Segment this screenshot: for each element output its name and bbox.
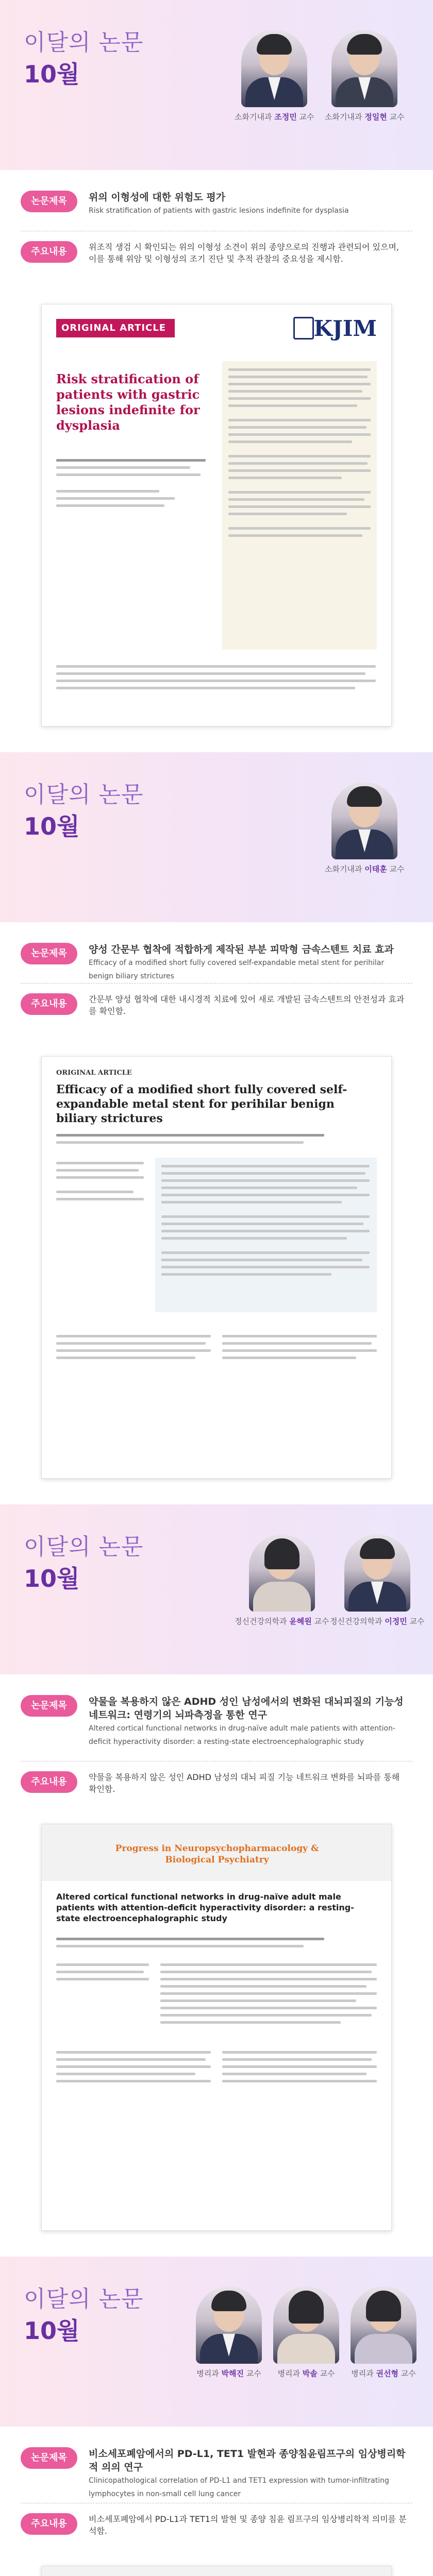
professor-photo xyxy=(331,30,397,107)
professor-card xyxy=(330,1534,424,1626)
hero-month: 10월 xyxy=(24,60,80,88)
paper-section-4 xyxy=(0,2257,433,2576)
journal-logo-icon xyxy=(293,317,314,340)
professor-card xyxy=(235,1534,329,1626)
professor-caption: 정신건강의학과 이정민 교수 xyxy=(330,1617,425,1626)
title-label: 논문제목 xyxy=(21,2447,77,2469)
professor-caption: 소화기내과 정일현 교수 xyxy=(325,112,405,122)
professor-card xyxy=(273,2286,339,2379)
article-headline: Efficacy of a modified short fully covered self-expandable metal stent for perihilar benign biliary strictures xyxy=(56,1083,347,1125)
paper-summary: 약물을 복용하지 않은 성인 ADHD 남성의 대뇌 피질 기능 네트워크 변화를 뇌파를 통해 확인함. xyxy=(89,1772,400,1794)
professor-caption: 소화기내과 조정민 교수 xyxy=(235,112,314,122)
professor-photo xyxy=(241,30,307,107)
title-row xyxy=(21,191,412,222)
paper-info xyxy=(0,2427,433,2576)
hero-banner xyxy=(0,0,433,170)
article-image xyxy=(41,1056,392,1479)
hero-banner xyxy=(0,752,433,922)
hero-title: 이달의 논문 xyxy=(24,29,144,56)
title-label: 논문제목 xyxy=(21,943,77,964)
article-image xyxy=(41,2566,392,2576)
professor-photo xyxy=(196,2286,262,2364)
professor-caption: 병리과 권선형 교수 xyxy=(351,2369,416,2378)
journal-name: Progress in Neuropsychopharmacology & Biological Psychiatry xyxy=(115,1843,319,1865)
paper-summary: 간문부 양성 협착에 대한 내시경적 치료에 있어 새로 개발된 금속스텐트의 안전성과 효과를 확인함. xyxy=(89,994,405,1016)
paper-title: 위의 이형성에 대한 위험도 평가 Risk stratification of patients with gastric lesions indefinite for dysplasia xyxy=(89,192,349,215)
professor-card xyxy=(196,2286,262,2379)
professor-caption: 소화기내과 이태훈 교수 xyxy=(325,865,405,874)
hero-title: 이달의 논문 xyxy=(24,782,144,808)
paper-title: 약물을 복용하지 않은 ADHD 성인 남성에서의 변화된 대뇌피질의 기능성 네트워크: 연령기의 뇌파측정을 통한 연구 Altered cortical functional networks in drug-naïve adult male patients with attention-deficit hyperactivity disorder: a resting-state electroencephalographic study xyxy=(89,1696,404,1746)
hero-title: 이달의 논문 xyxy=(24,1534,144,1560)
journal-logo: KJIM xyxy=(313,316,377,341)
professor-photo xyxy=(249,1534,315,1612)
paper-title: 양성 간문부 협착에 적합하게 제작된 부분 피막형 금속스텐트 치료 효과 Efficacy of a modified short fully covered self-expandable metal stent for perihilar benign biliary strictures xyxy=(89,944,394,980)
professor-card xyxy=(235,30,314,122)
paper-section-1 xyxy=(0,0,433,752)
hero-month: 10월 xyxy=(24,2317,80,2345)
content-row xyxy=(21,2513,412,2549)
paper-section-3 xyxy=(0,1504,433,2257)
professor-card xyxy=(351,2286,417,2379)
professor-photo xyxy=(331,782,397,859)
paper-section-2 xyxy=(0,752,433,1504)
professor-photo xyxy=(273,2286,339,2364)
article-label: ORIGINAL ARTICLE xyxy=(56,1069,132,1077)
content-row xyxy=(21,1771,412,1807)
professor-caption: 정신건강의학과 윤혜원 교수 xyxy=(235,1617,329,1626)
professor-card xyxy=(325,782,404,874)
content-label: 주요내용 xyxy=(21,2513,77,2535)
professor-caption: 병리과 박해진 교수 xyxy=(196,2369,261,2378)
paper-summary: 위조직 생검 시 확인되는 위의 이형성 소견이 위의 종양으로의 진행과 관련되어 있으며, 이를 통해 위암 및 이형성의 조기 진단 및 추적 관찰의 중요성을 제시함. xyxy=(89,242,399,264)
article-image xyxy=(41,1824,392,2231)
article-headline: Risk stratification of patients with gastric lesions indefinite for dysplasia xyxy=(56,371,200,433)
hero-banner xyxy=(0,2257,433,2427)
hero-month: 10월 xyxy=(24,1565,80,1592)
paper-title: 비소세포폐암에서의 PD-L1, TET1 발현과 종양침윤림프구의 임상병리학적 의의 연구 Clinicopathological correlation of PD-L1 and TET1 expression with tumor-infiltrating lymphocytes in non-small cell lung cancer xyxy=(89,2448,406,2498)
paper-info xyxy=(0,1674,433,2257)
hero-month: 10월 xyxy=(24,812,80,840)
content-row xyxy=(21,241,412,277)
content-label: 주요내용 xyxy=(21,993,77,1015)
paper-summary: 비소세포폐암에서 PD-L1과 TET1의 발현 및 종양 침윤 림프구의 임상병리학적 의미를 분석함. xyxy=(89,2514,407,2536)
content-row xyxy=(21,993,412,1029)
content-label: 주요내용 xyxy=(21,241,77,263)
professor-card xyxy=(325,30,404,122)
professor-caption: 병리과 박솔 교수 xyxy=(277,2369,335,2378)
professor-photo xyxy=(344,1534,410,1612)
title-row xyxy=(21,2447,412,2498)
title-row xyxy=(21,943,412,980)
title-row xyxy=(21,1695,412,1746)
article-badge: ORIGINAL ARTICLE xyxy=(56,319,175,337)
divider xyxy=(21,983,412,984)
article-image xyxy=(41,304,392,726)
content-label: 주요내용 xyxy=(21,1771,77,1793)
professor-photo xyxy=(351,2286,417,2364)
title-label: 논문제목 xyxy=(21,191,77,212)
paper-info xyxy=(0,170,433,752)
hero-banner xyxy=(0,1504,433,1674)
article-headline: Altered cortical functional networks in drug-naïve adult male patients with attention-deficit hyperactivity disorder: a resting-state electroencephalographic study xyxy=(56,1892,354,1923)
paper-info xyxy=(0,922,433,1504)
hero-title: 이달의 논문 xyxy=(24,2286,144,2312)
title-label: 논문제목 xyxy=(21,1695,77,1717)
